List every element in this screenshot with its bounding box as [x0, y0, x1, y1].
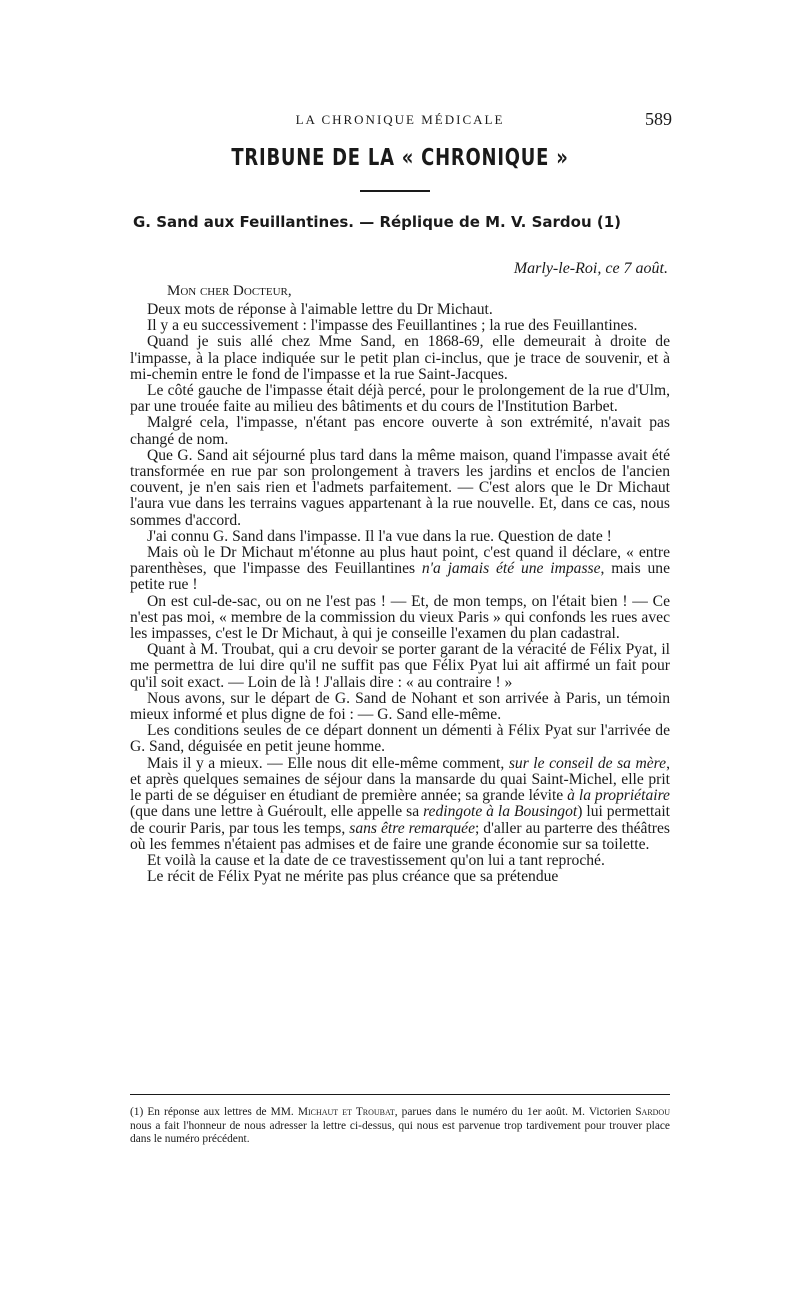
- running-title: LA CHRONIQUE MÉDICALE: [295, 112, 505, 127]
- italic-phrase: sur le conseil de sa mère: [508, 754, 667, 772]
- paragraph: Les conditions seules de ce départ donnent un démenti à Félix Pyat sur l'arrivée de G. Sand, déguisée en petit jeune homme.: [130, 722, 670, 756]
- paragraph: On est cul-de-sac, ou on ne l'est pas ! — Et, de mon temps, on l'était bien ! — Ce n'est pas moi, « membre de la commission du vieux Paris » qui confonds les rues avec les impasses, c'est le Dr Michaut, à qui je conseille l'examen du plan cadastral.: [130, 592, 670, 643]
- italic-phrase: à la propriétaire: [567, 787, 670, 805]
- footnote-text: nous a fait l'honneur de nous adresser la lettre ci-dessus, qui nous est parvenue trop tardivement pour trouver place dans le numéro précédent.: [130, 1119, 670, 1145]
- paragraph: Quant à M. Troubat, qui a cru devoir se porter garant de la véracité de Félix Pyat, il me permettra de lui dire qu'il ne suffit pas que Félix Pyat lui ait affirmé un fait pour qu'il soit exact. — Loin de là ! J'allais dire : « au contraire ! »: [130, 641, 670, 691]
- paragraph: J'ai connu G. Sand dans l'impasse. Il l'a vue dans la rue. Question de date !: [147, 527, 612, 545]
- paragraph: Le récit de Félix Pyat ne mérite pas plus créance que sa prétendue: [147, 868, 559, 886]
- text-run: Mais il y a mieux. — Elle nous dit elle-même comment,: [147, 754, 509, 772]
- salutation: Mon cher Docteur,: [167, 283, 292, 299]
- paragraph: Malgré cela, l'impasse, n'étant pas encore ouverte à son extrémité, n'avait pas changé de nom.: [130, 414, 670, 448]
- section-title: TRIBUNE DE LA « CHRONIQUE »: [231, 145, 569, 171]
- footnote-author: Sardou: [635, 1106, 670, 1118]
- footnote: [130, 1106, 670, 1147]
- paragraph: Quand je suis allé chez Mme Sand, en 1868-69, elle demeurait à droite de l'impasse, à la place indiquée sur le petit plan ci-inclus, que je trace de souvenir, et à mi-chemin entre le fond de l'impasse et la rue Saint-Jacques.: [130, 333, 670, 383]
- paragraph: Le côté gauche de l'impasse était déjà percé, pour le prolongement de la rue d'Ulm, par une trouée faite au milieu des bâtiments et du cours de l'Institution Barbet.: [130, 382, 670, 416]
- paragraph: Il y a eu successivement : l'impasse des Feuillantines ; la rue des Feuillantines.: [147, 317, 638, 335]
- text-run: , et après quelques semaines de séjour dans la mansarde du quai Saint-Michel, elle prit le parti de se déguiser en étudiant de première année; sa grande lévite: [130, 754, 671, 805]
- footnote-rule: [130, 1094, 670, 1095]
- italic-phrase: n'a jamais été une impasse: [421, 560, 601, 578]
- dateline: Marly-le-Roi, ce 7 août.: [513, 260, 668, 277]
- paragraph: Et voilà la cause et la date de ce travestissement qu'on lui a tant reproché.: [147, 851, 605, 869]
- italic-phrase: redingote à la Bousingot: [423, 803, 578, 821]
- paragraph: Deux mots de réponse à l'aimable lettre du Dr Michaut.: [147, 301, 493, 318]
- text-run: ; d'aller au parterre des théâtres où les femmes n'étaient pas admises et de faire une grande économie sur sa toilette.: [130, 819, 670, 853]
- article-heading: G. Sand aux Feuillantines. — Réplique de M. V. Sardou (1): [133, 213, 621, 231]
- paragraph: Que G. Sand ait séjourné plus tard dans la même maison, quand l'impasse avait été transformée en rue par son prolongement à travers les jardins et enclos de l'ancien couvent, je n'en sais rien et l'admets parfaitement. — C'est alors que le Dr Michaut l'aura vue dans les terrains vagues appartenant à la rue nouvelle. Et, dans ce cas, nous sommes d'accord.: [130, 446, 670, 529]
- footnote-names: Michaut et Troubat: [297, 1106, 395, 1118]
- page-number: 589: [645, 109, 672, 129]
- italic-phrase: sans être remarquée: [349, 819, 475, 837]
- footnote-text: (1) En réponse aux lettres de MM.: [130, 1106, 298, 1118]
- text-run: (que dans une lettre à Guéroult, elle appelle sa: [130, 803, 424, 821]
- text-run: , mais une petite rue !: [130, 560, 670, 594]
- letter-body: [130, 302, 670, 885]
- text-run: ) lui permettait de courir Paris, par tous les temps,: [130, 803, 670, 837]
- footnote-text: , parues dans le numéro du 1er août. M. Victorien: [394, 1106, 636, 1118]
- paragraph: Nous avons, sur le départ de G. Sand de Nohant et son arrivée à Paris, un témoin mieux informé et plus digne de foi : — G. Sand elle-même.: [130, 689, 670, 724]
- paragraph: [130, 545, 670, 594]
- title-rule: [360, 190, 430, 192]
- running-head: [130, 110, 670, 130]
- paragraph: [130, 756, 670, 853]
- text-run: Mais où le Dr Michaut m'étonne au plus haut point, c'est quand il déclare, « entre parenthèses, que l'impasse des Feuillantines: [130, 544, 670, 578]
